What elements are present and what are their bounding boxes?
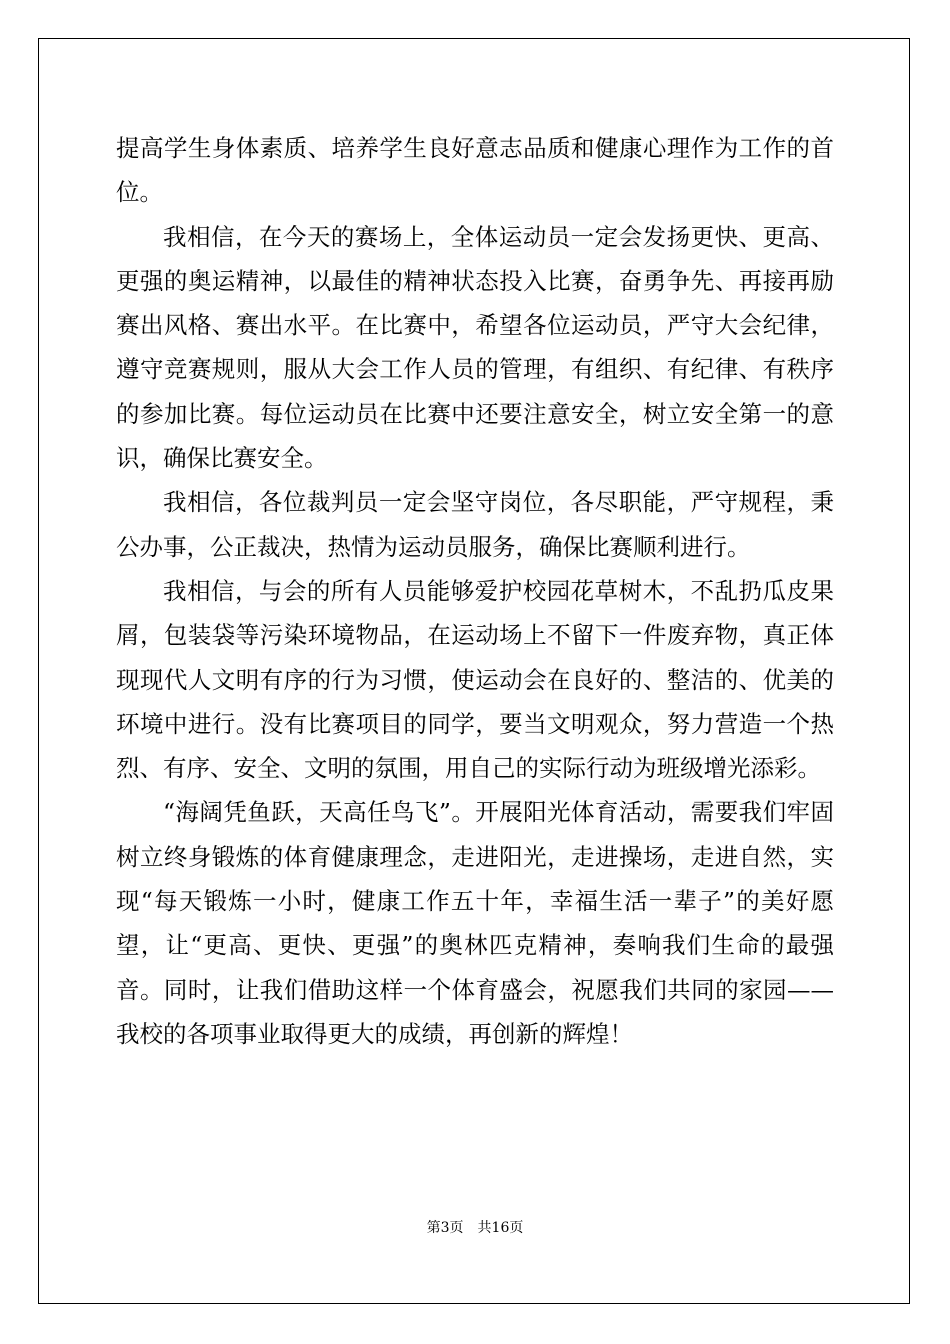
paragraph-continuation: 提高学生身体素质、培养学生良好意志品质和健康心理作为工作的首位。 — [116, 134, 834, 207]
paragraph-athletes: 我相信，在今天的赛场上，全体运动员一定会发扬更快、更高、更强的奥运精神，以最佳的精神状态投入比赛，奋勇争先、再接再励赛出风格、赛出水平。在比赛中，希望各位运动员，严守大会纪律，遵守竞赛规则，服从大会工作人员的管理，有组织、有纪律、有秩序的参加比赛。每位运动员在比赛中还要注意安全，树立安全第一的意识，确保比赛安全。 — [116, 222, 834, 473]
page-number: 第3页 — [426, 1220, 464, 1236]
page-footer — [0, 1218, 950, 1238]
paragraph-referees: 我相信，各位裁判员一定会坚守岗位，各尽职能，严守规程，秉公办事，公正裁决，热情为运动员服务，确保比赛顺利进行。 — [116, 488, 834, 561]
document-body — [116, 126, 834, 1056]
paragraph-closing: “海阔凭鱼跃，天高任鸟飞”。开展阳光体育活动，需要我们牢固树立终身锻炼的体育健康理念，走进阳光，走进操场，走进自然，实现“每天锻炼一小时，健康工作五十年，幸福生活一辈子”的美好愿望，让“更高、更快、更强”的奥林匹克精神，奏响我们生命的最强音。同时，让我们借助这样一个体育盛会，祝愿我们共同的家园——我校的各项事业取得更大的成绩，再创新的辉煌！ — [116, 798, 834, 1048]
page-total: 共16页 — [477, 1220, 524, 1236]
paragraph-attendees: 我相信，与会的所有人员能够爱护校园花草树木，不乱扔瓜皮果屑，包装袋等污染环境物品，在运动场上不留下一件废弃物，真正体现现代人文明有序的行为习惯，使运动会在良好的、整洁的、优美的环境中进行。没有比赛项目的同学，要当文明观众，努力营造一个热烈、有序、安全、文明的氛围，用自己的实际行动为班级增光添彩。 — [116, 576, 834, 783]
